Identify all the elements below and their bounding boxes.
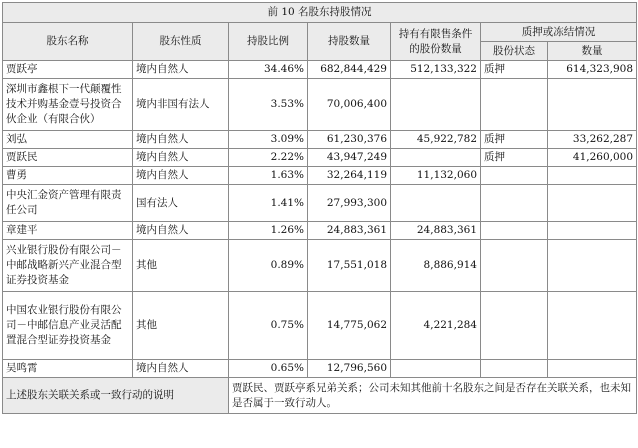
cell-quantity: 24,883,361	[308, 222, 391, 240]
cell-pledge-qty: 614,323,908	[548, 61, 637, 79]
cell-ratio: 0.89%	[229, 240, 308, 292]
header-pledge-status: 股份状态	[481, 42, 548, 61]
cell-nature: 境内非国有法人	[133, 79, 229, 131]
cell-nature: 境内自然人	[133, 360, 229, 378]
cell-nature: 其他	[133, 240, 229, 292]
cell-ratio: 1.41%	[229, 185, 308, 222]
cell-ratio: 3.53%	[229, 79, 308, 131]
cell-nature: 境内自然人	[133, 222, 229, 240]
cell-nature: 境内自然人	[133, 167, 229, 185]
cell-name: 贾跃民	[3, 149, 133, 167]
cell-ratio: 1.26%	[229, 222, 308, 240]
cell-status	[481, 292, 548, 360]
cell-quantity: 14,775,062	[308, 292, 391, 360]
cell-nature: 境内自然人	[133, 61, 229, 79]
cell-restricted: 512,133,322	[391, 61, 481, 79]
cell-status: 质押	[481, 131, 548, 149]
cell-name: 兴业银行股份有限公司－中邮战略新兴产业混合型证券投资基金	[3, 240, 133, 292]
cell-restricted: 8,886,914	[391, 240, 481, 292]
footer-text: 贾跃民、贾跃亭系兄弟关系；公司未知其他前十名股东之间是否存在关联关系，也未知是否属于一致行动人。	[229, 378, 637, 414]
table-row	[3, 131, 637, 149]
cell-status: 质押	[481, 61, 548, 79]
cell-name: 章建平	[3, 222, 133, 240]
table-row	[3, 292, 637, 360]
cell-name: 曹勇	[3, 167, 133, 185]
cell-quantity: 17,551,018	[308, 240, 391, 292]
cell-status	[481, 360, 548, 378]
cell-nature: 其他	[133, 292, 229, 360]
table-title: 前 10 名股东持股情况	[3, 3, 637, 23]
cell-name: 中央汇金资产管理有限责任公司	[3, 185, 133, 222]
cell-status: 质押	[481, 149, 548, 167]
cell-pledge-qty	[548, 292, 637, 360]
table-row	[3, 360, 637, 378]
cell-status	[481, 240, 548, 292]
cell-restricted	[391, 185, 481, 222]
header-quantity: 持股数量	[308, 23, 391, 61]
cell-name: 吴鸣霄	[3, 360, 133, 378]
cell-nature: 国有法人	[133, 185, 229, 222]
cell-restricted: 24,883,361	[391, 222, 481, 240]
table-row	[3, 185, 637, 222]
cell-pledge-qty	[548, 360, 637, 378]
cell-quantity: 12,796,560	[308, 360, 391, 378]
cell-pledge-qty	[548, 185, 637, 222]
cell-ratio: 34.46%	[229, 61, 308, 79]
cell-ratio: 1.63%	[229, 167, 308, 185]
cell-ratio: 0.65%	[229, 360, 308, 378]
cell-restricted: 11,132,060	[391, 167, 481, 185]
cell-status	[481, 79, 548, 131]
cell-quantity: 61,230,376	[308, 131, 391, 149]
table-row	[3, 149, 637, 167]
cell-pledge-qty	[548, 79, 637, 131]
cell-status	[481, 185, 548, 222]
cell-name: 贾跃亭	[3, 61, 133, 79]
cell-quantity: 70,006,400	[308, 79, 391, 131]
cell-name: 深圳市鑫根下一代颠覆性技术并购基金壹号投资合伙企业（有限合伙）	[3, 79, 133, 131]
cell-status	[481, 222, 548, 240]
cell-quantity: 27,993,300	[308, 185, 391, 222]
table-row	[3, 167, 637, 185]
cell-nature: 境内自然人	[133, 149, 229, 167]
cell-ratio: 2.22%	[229, 149, 308, 167]
cell-ratio: 3.09%	[229, 131, 308, 149]
cell-name: 中国农业银行股份有限公司－中邮信息产业灵活配置混合型证券投资基金	[3, 292, 133, 360]
cell-pledge-qty	[548, 167, 637, 185]
table-row	[3, 240, 637, 292]
cell-restricted: 4,221,284	[391, 292, 481, 360]
header-nature: 股东性质	[133, 23, 229, 61]
cell-name: 刘弘	[3, 131, 133, 149]
cell-nature: 境内自然人	[133, 131, 229, 149]
header-pledge-group: 质押或冻结情况	[481, 23, 637, 42]
cell-ratio: 0.75%	[229, 292, 308, 360]
top10-shareholders-table	[2, 2, 637, 414]
cell-pledge-qty	[548, 240, 637, 292]
footer-label: 上述股东关联关系或一致行动的说明	[3, 378, 229, 414]
cell-quantity: 43,947,249	[308, 149, 391, 167]
cell-pledge-qty	[548, 222, 637, 240]
cell-restricted	[391, 360, 481, 378]
header-name: 股东名称	[3, 23, 133, 61]
header-restricted: 持有有限售条件的股份数量	[391, 23, 481, 61]
cell-restricted	[391, 149, 481, 167]
header-pledge-qty: 数量	[548, 42, 637, 61]
cell-restricted: 45,922,782	[391, 131, 481, 149]
cell-quantity: 32,264,119	[308, 167, 391, 185]
table-row	[3, 61, 637, 79]
cell-quantity: 682,844,429	[308, 61, 391, 79]
table-row	[3, 79, 637, 131]
cell-restricted	[391, 79, 481, 131]
shareholder-table-container	[2, 2, 637, 414]
footer-row	[3, 378, 637, 414]
cell-pledge-qty: 41,260,000	[548, 149, 637, 167]
cell-status	[481, 167, 548, 185]
header-ratio: 持股比例	[229, 23, 308, 61]
cell-pledge-qty: 33,262,287	[548, 131, 637, 149]
table-row	[3, 222, 637, 240]
